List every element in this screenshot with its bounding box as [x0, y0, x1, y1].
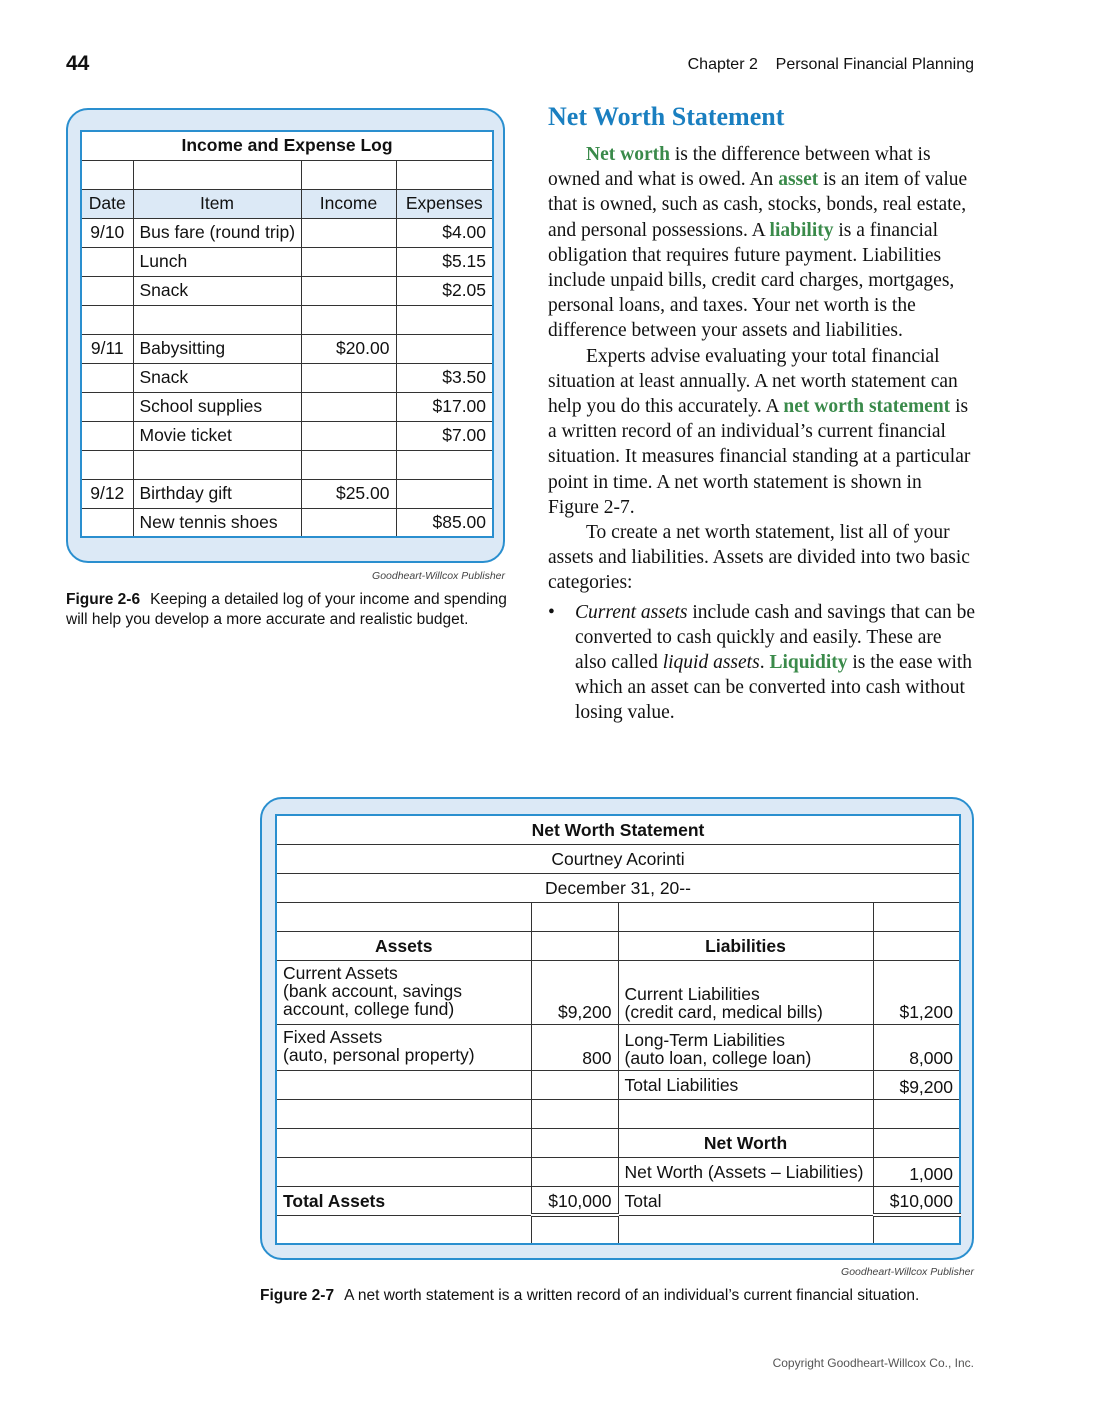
- table-row: [81, 421, 493, 450]
- current-liabilities-line-1: Current Liabilities: [624, 983, 760, 1004]
- paragraph-1-text-c: is a financial obligation that requires future payment. Liabilities include unpaid bills, credit card charges, mortgages, personal loans, and taxes. Your net worth is the difference between your assets and liabilities.: [548, 219, 955, 342]
- table-row: [81, 508, 493, 537]
- log-header-expenses: Expenses: [396, 189, 493, 218]
- empty-cell: [276, 1157, 531, 1186]
- log-cell-date: [81, 392, 133, 421]
- log-cell-item: Movie ticket: [133, 421, 301, 450]
- current-liabilities-line-2: (credit card, medical bills): [624, 1001, 823, 1022]
- log-cell-date: [81, 160, 133, 189]
- empty-cell: [531, 1215, 618, 1244]
- log-cell-expenses: [396, 160, 493, 189]
- log-cell-item: Lunch: [133, 247, 301, 276]
- log-cell-date: [81, 247, 133, 276]
- liabilities-header: Liabilities: [618, 931, 873, 960]
- table-row: [81, 247, 493, 276]
- term-current-assets: Current assets: [575, 601, 688, 623]
- log-cell-expenses: $85.00: [396, 508, 493, 537]
- long-term-liabilities-value: 8,000: [873, 1024, 960, 1070]
- log-cell-expenses: $4.00: [396, 218, 493, 247]
- empty-cell: [276, 1099, 531, 1128]
- running-head: Chapter 2 Personal Financial Planning: [687, 56, 974, 73]
- term-liability: liability: [769, 219, 834, 241]
- log-cell-date: [81, 363, 133, 392]
- log-cell-item: Bus fare (round trip): [133, 218, 301, 247]
- table-row: [81, 479, 493, 508]
- page-number: 44: [66, 52, 90, 75]
- net-worth-header: Net Worth: [618, 1128, 873, 1157]
- empty-cell: [276, 1070, 531, 1099]
- figure-2-6-caption: [66, 590, 511, 630]
- income-expense-log-table: [80, 130, 494, 538]
- log-cell-expenses: [396, 479, 493, 508]
- current-liabilities-label: [618, 960, 873, 1024]
- log-cell-income: [301, 421, 396, 450]
- log-cell-income: [301, 392, 396, 421]
- figure-2-6-caption-text: Keeping a detailed log of your income and spending will help you develop a more accurate and realistic budget.: [66, 591, 507, 628]
- table-row: [276, 1128, 960, 1157]
- log-cell-income: $20.00: [301, 334, 396, 363]
- log-cell-item: School supplies: [133, 392, 301, 421]
- table-row: [81, 450, 493, 479]
- nw-title: Net Worth Statement: [276, 815, 960, 844]
- table-row: [81, 305, 493, 334]
- log-cell-expenses: [396, 305, 493, 334]
- log-cell-expenses: [396, 334, 493, 363]
- bullet-dot: •: [548, 601, 555, 623]
- table-row: [276, 1157, 960, 1186]
- empty-cell: [618, 1215, 873, 1244]
- log-cell-income: [301, 160, 396, 189]
- long-term-liabilities-line-2: (auto loan, college loan): [624, 1047, 812, 1068]
- table-row: [276, 902, 960, 931]
- total-liabilities-value: $9,200: [873, 1070, 960, 1099]
- log-cell-income: [301, 247, 396, 276]
- empty-cell: [618, 1099, 873, 1128]
- section-heading: Net Worth Statement: [548, 102, 785, 131]
- bullet-text-c: is the ease with which an asset can be converted into cash without losing value.: [575, 652, 973, 724]
- empty-cell: [873, 931, 960, 960]
- nw-date: December 31, 20--: [276, 873, 960, 902]
- figure-2-6-credit: Goodheart-Willcox Publisher: [372, 570, 505, 582]
- log-cell-income: [301, 276, 396, 305]
- current-liabilities-value: $1,200: [873, 960, 960, 1024]
- log-cell-item: Birthday gift: [133, 479, 301, 508]
- log-cell-date: [81, 450, 133, 479]
- empty-cell: [873, 1099, 960, 1128]
- paragraph-3: To create a net worth statement, list all of your assets and liabilities. Assets are divided into two basic categories:: [548, 522, 970, 594]
- paragraph-1: [548, 142, 976, 344]
- log-cell-expenses: $5.15: [396, 247, 493, 276]
- log-cell-date: 9/11: [81, 334, 133, 363]
- log-cell-income: $25.00: [301, 479, 396, 508]
- log-header-row: [81, 189, 493, 218]
- long-term-liabilities-line-1: Long-Term Liabilities: [624, 1029, 785, 1050]
- paragraph-2-text-a: Experts advise evaluating your total financial situation at least annually. A net worth statement can help you do this accurately. A: [548, 345, 958, 418]
- bullet-current-assets: [548, 600, 976, 726]
- empty-cell: [276, 1215, 531, 1244]
- empty-cell: [873, 1128, 960, 1157]
- table-row: [276, 1070, 960, 1099]
- table-row: [276, 960, 960, 1024]
- table-row: [276, 1024, 960, 1070]
- empty-cell: [531, 1128, 618, 1157]
- table-row: [81, 160, 493, 189]
- net-worth-value: 1,000: [873, 1157, 960, 1186]
- bullet-text-b: .: [759, 652, 770, 674]
- log-header-date: Date: [81, 189, 133, 218]
- total-liabilities-label: Total Liabilities: [618, 1070, 873, 1099]
- log-cell-income: [301, 363, 396, 392]
- log-cell-date: [81, 305, 133, 334]
- net-worth-statement-table: [275, 814, 961, 1245]
- current-assets-label: [276, 960, 531, 1024]
- fixed-assets-value: 800: [531, 1024, 618, 1070]
- figure-2-7-label: Figure 2-7: [260, 1287, 335, 1304]
- table-row: [81, 392, 493, 421]
- empty-cell: [873, 1215, 960, 1244]
- nw-name: Courtney Acorinti: [276, 844, 960, 873]
- empty-cell: [531, 1099, 618, 1128]
- paragraph-1-text-b: is an item of value that is owned, such as cash, stocks, bonds, real estate, and personal possessions. A: [548, 169, 968, 241]
- total-value: $10,000: [873, 1186, 960, 1215]
- log-cell-expenses: $2.05: [396, 276, 493, 305]
- empty-cell: [531, 1070, 618, 1099]
- log-header-item: Item: [133, 189, 301, 218]
- log-cell-item: New tennis shoes: [133, 508, 301, 537]
- term-asset: asset: [778, 169, 819, 191]
- net-worth-label: Net Worth (Assets – Liabilities): [618, 1157, 873, 1186]
- empty-cell: [276, 1128, 531, 1157]
- log-cell-income: [301, 450, 396, 479]
- copyright: Copyright Goodheart-Willcox Co., Inc.: [772, 1356, 974, 1370]
- log-cell-item: Snack: [133, 363, 301, 392]
- bullet-text: [575, 600, 976, 726]
- bullet-text-a: include cash and savings that can be converted to cash quickly and easily. These are also called: [575, 601, 976, 674]
- fixed-assets-label: [276, 1024, 531, 1070]
- figure-2-7-caption: [260, 1287, 919, 1305]
- log-cell-date: [81, 421, 133, 450]
- empty-cell: [618, 902, 873, 931]
- paragraph-2-text-b: is a written record of an individual’s current financial situation. It measures financial standing at a particular point in time. A net worth statement is shown in Figure 2-7.: [548, 396, 971, 518]
- fixed-assets-line-1: Fixed Assets: [283, 1026, 383, 1047]
- table-row: [276, 931, 960, 960]
- current-assets-value: $9,200: [531, 960, 618, 1024]
- table-row: [276, 1186, 960, 1215]
- empty-cell: [531, 1157, 618, 1186]
- term-net-worth: Net worth: [586, 144, 670, 165]
- log-cell-date: 9/10: [81, 218, 133, 247]
- total-label: Total: [618, 1186, 873, 1215]
- log-cell-income: [301, 218, 396, 247]
- term-liquidity: Liquidity: [769, 652, 848, 674]
- table-row: [81, 276, 493, 305]
- current-assets-line-2: (bank account, savings: [283, 980, 462, 1001]
- log-title: Income and Expense Log: [81, 131, 493, 160]
- paragraph-1-text-a: is the difference between what is owned and what is owed. An: [548, 144, 931, 191]
- log-cell-item: Snack: [133, 276, 301, 305]
- long-term-liabilities-label: [618, 1024, 873, 1070]
- log-cell-income: [301, 305, 396, 334]
- current-assets-line-3: account, college fund): [283, 998, 455, 1019]
- log-cell-expenses: $17.00: [396, 392, 493, 421]
- log-header-income: Income: [301, 189, 396, 218]
- log-cell-expenses: $3.50: [396, 363, 493, 392]
- body-text: [548, 142, 976, 726]
- assets-header: Assets: [276, 931, 531, 960]
- term-liquid-assets: liquid assets: [662, 652, 760, 674]
- log-cell-expenses: [396, 450, 493, 479]
- table-row: [276, 1099, 960, 1128]
- table-row: [81, 218, 493, 247]
- empty-cell: [531, 931, 618, 960]
- log-cell-date: [81, 508, 133, 537]
- figure-2-7-caption-text: A net worth statement is a written record of an individual’s current financial situation.: [344, 1287, 920, 1304]
- log-cell-item: [133, 450, 301, 479]
- empty-cell: [276, 902, 531, 931]
- total-assets-value: $10,000: [531, 1186, 618, 1215]
- fixed-assets-line-2: (auto, personal property): [283, 1044, 475, 1065]
- log-cell-date: [81, 276, 133, 305]
- log-cell-income: [301, 508, 396, 537]
- figure-2-6-label: Figure 2-6: [66, 591, 141, 608]
- figure-2-7-credit: Goodheart-Willcox Publisher: [841, 1266, 974, 1278]
- log-cell-expenses: $7.00: [396, 421, 493, 450]
- table-row: [81, 334, 493, 363]
- empty-cell: [531, 902, 618, 931]
- table-row: [81, 363, 493, 392]
- paragraph-2: [548, 344, 976, 520]
- log-cell-item: [133, 160, 301, 189]
- current-assets-line-1: Current Assets: [283, 962, 398, 983]
- log-cell-item: Babysitting: [133, 334, 301, 363]
- term-net-worth-statement: net worth statement: [783, 396, 951, 418]
- table-row: [276, 1215, 960, 1244]
- total-assets-label: Total Assets: [276, 1186, 531, 1215]
- log-cell-item: [133, 305, 301, 334]
- log-cell-date: 9/12: [81, 479, 133, 508]
- empty-cell: [873, 902, 960, 931]
